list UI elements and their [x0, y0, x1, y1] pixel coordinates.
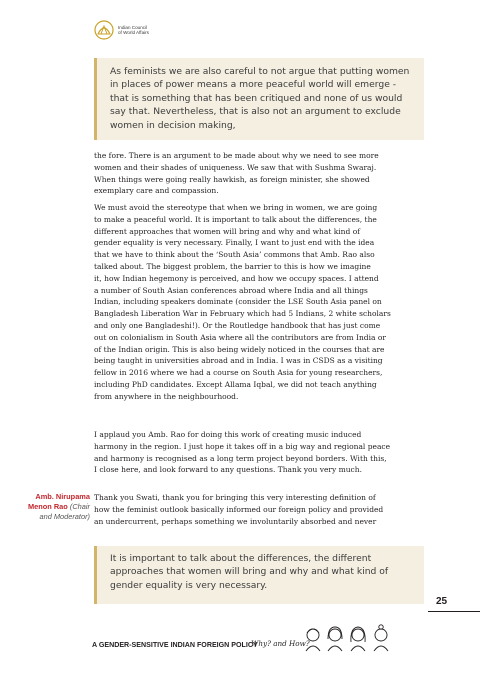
speaker-name-line-2: Menon Rao: [27, 502, 68, 511]
footer-title: A GENDER-SENSITIVE INDIAN FOREIGN POLICY: [92, 641, 258, 649]
body-line: Indian, including speakers dominate (consider the LSE South Asia panel on: [94, 297, 382, 307]
body-line: a number of South Asian conferences abroad where India and all things: [94, 285, 368, 295]
body-paragraph-4: [94, 492, 428, 527]
speaker-label: [10, 492, 90, 522]
body-paragraph-3: [94, 429, 428, 476]
body-line: Thank you Swati, thank you for bringing this very interesting definition of: [94, 493, 376, 502]
pull-quote-line: approaches that women will bring and why and what kind of: [110, 566, 389, 578]
body-line: We must avoid the stereotype that when we bring in women, we are going: [94, 203, 378, 212]
body-line: fellow in 2016 where we had a course on South Asia for young researchers,: [94, 368, 383, 378]
body-paragraph-2: [94, 202, 428, 403]
pull-quote-line: that is something that has been critiqued and none of us would: [110, 92, 403, 104]
body-line: it, how Indian hegemony is perceived, and how we occupy spaces. I attend: [94, 273, 379, 283]
body-line: women and their shades of uniqueness. We saw that with Sushma Swaraj.: [94, 162, 377, 172]
body-line: from anywhere in the neighbourhood.: [94, 391, 239, 401]
pull-quote-line: It is important to talk about the differences, the different: [110, 553, 372, 564]
women-faces-illustration-icon: [303, 624, 393, 652]
logo-line-2: of World Affairs: [118, 30, 149, 35]
body-line: that we have to think about the ‘South Asia’ commons that Amb. Rao also: [94, 250, 375, 260]
body-line: to make a peaceful world. It is important to talk about the differences, the: [94, 214, 377, 224]
body-line: and harmony is recognised as a long term project beyond borders. With this,: [94, 453, 387, 463]
pull-quote-line: say that. Nevertheless, that is also not an argument to exclude: [110, 106, 401, 118]
speaker-name-line-1: Amb. Nirupama: [35, 492, 90, 501]
body-line: including PhD candidates. Except Allama Iqbal, we did not teach anything: [94, 379, 377, 389]
body-line: and only one Bangladeshi!). Or the Routledge handbook that has just come: [94, 320, 381, 330]
body-line: talked about. The biggest problem, the barrier to this is how we imagine: [94, 261, 371, 271]
body-line: gender equality is very necessary. Finally, I want to just end with the idea: [94, 238, 375, 248]
pull-quote-bottom: [94, 546, 424, 604]
body-line: being taught in universities abroad and in India. I was in CSDS as a visiting: [94, 356, 383, 366]
pull-quote-line: As feminists we are also careful to not argue that putting women: [110, 66, 410, 77]
pull-quote-line: women in decision making,: [110, 119, 236, 131]
body-line: of the Indian origin. This is also being widely noticed in the courses that are: [94, 344, 385, 354]
logo-wordmark: [118, 25, 149, 36]
logo-line-1: Indian Council: [118, 24, 148, 30]
body-line: harmony in the region. I just hope it takes off in a big way and regional peace: [94, 441, 391, 451]
page-number-rule: [428, 611, 480, 612]
body-line: I applaud you Amb. Rao for doing this work of creating music induced: [94, 430, 362, 439]
pull-quote-top: [94, 58, 424, 140]
body-line: exemplary care and compassion.: [94, 186, 219, 196]
body-line: how the feminist outlook basically informed our foreign policy and provided: [94, 504, 384, 514]
icwa-logo: [94, 20, 149, 40]
body-line: the fore. There is an argument to be made about why we need to see more: [94, 151, 379, 160]
speaker-name: [10, 492, 90, 502]
body-line: When things were going really hawkish, as foreign minister, she showed: [94, 174, 370, 184]
body-line: I close here, and look forward to any questions. Thank you very much.: [94, 465, 362, 475]
body-line: out on colonialism in South Asia where all the contributors are from India or: [94, 332, 386, 342]
speaker-role-line-1: (Chair: [69, 502, 90, 511]
footer-subtitle: Why? and How?: [251, 639, 310, 648]
body-line: an undercurrent, perhaps something we involuntarily absorbed and never: [94, 516, 377, 526]
pull-quote-line: in places of power means a more peaceful world will emerge -: [110, 79, 397, 91]
speaker-role-line-2: and Moderator): [39, 512, 90, 521]
icwa-emblem-icon: [94, 20, 114, 40]
body-paragraph-1: [94, 150, 428, 197]
page-number: 25: [436, 596, 448, 607]
body-line: different approaches that women will bring and why and what kind of: [94, 226, 360, 236]
body-line: Bangladesh Liberation War in February which had 5 Indians, 2 white scholars: [94, 309, 391, 319]
pull-quote-line: gender equality is very necessary.: [110, 579, 268, 591]
